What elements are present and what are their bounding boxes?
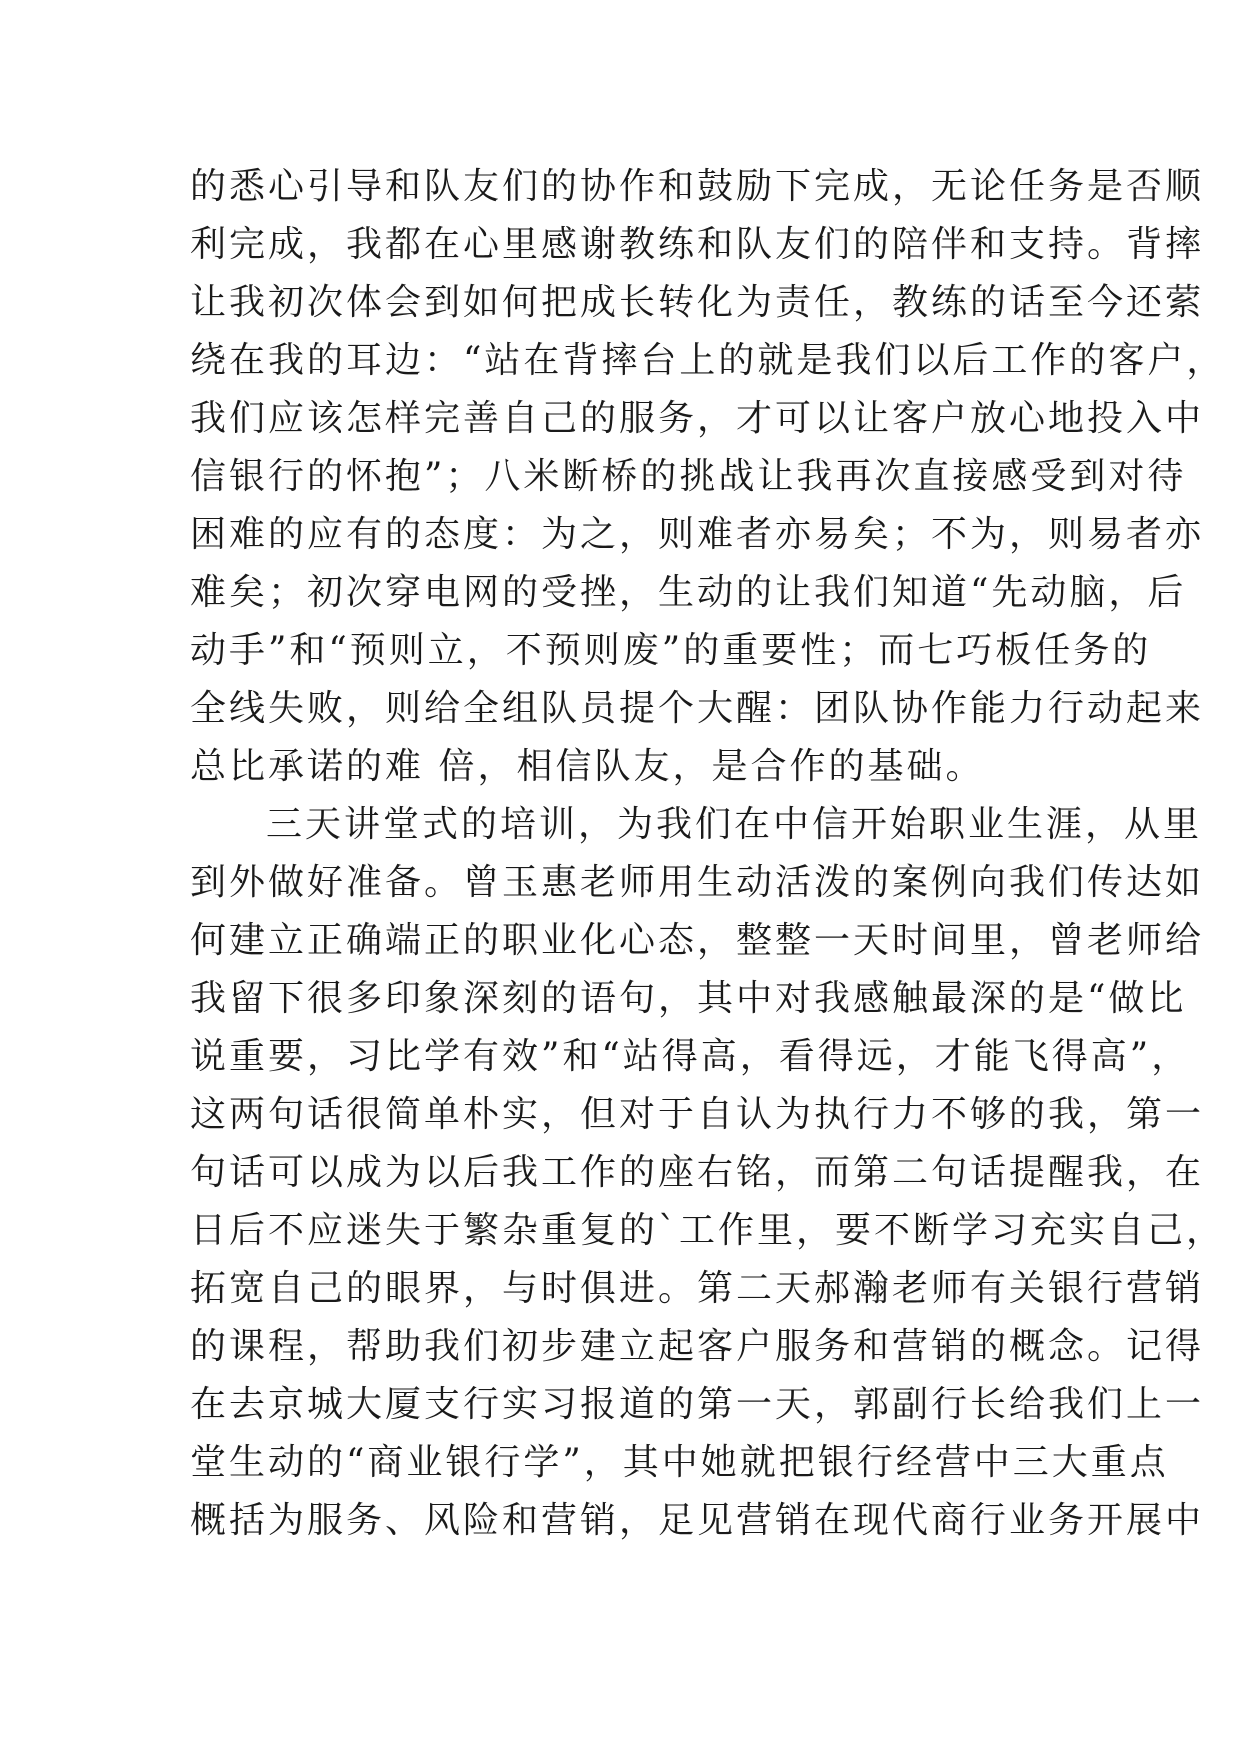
text-line: 概括为服务、风险和营销，足见营销在现代商行业务开展中	[190, 1500, 1205, 1541]
text-line: 拓宽自己的眼界，与时俱进。第二天郝瀚老师有关银行营销	[190, 1268, 1205, 1309]
text-line: 的课程，帮助我们初步建立起客户服务和营销的概念。记得	[190, 1326, 1205, 1367]
text-line: 句话可以成为以后我工作的座右铭，而第二句话提醒我，在	[190, 1152, 1205, 1193]
text-line: 我留下很多印象深刻的语句，其中对我感触最深的是“做比	[190, 978, 1187, 1019]
text-line: 这两句话很简单朴实，但对于自认为执行力不够的我，第一	[190, 1094, 1205, 1135]
paragraph-first-line: 三天讲堂式的培训，为我们在中信开始职业生涯，从里	[266, 804, 1203, 845]
text-line: 在去京城大厦支行实习报道的第一天，郭副行长给我们上一	[190, 1384, 1205, 1425]
text-line: 利完成，我都在心里感谢教练和队友们的陪伴和支持。背摔	[190, 224, 1205, 265]
text-line: 总比承诺的难 倍，相信队友，是合作的基础。	[190, 746, 985, 787]
text-line: 难矣；初次穿电网的受挫，生动的让我们知道“先动脑，后	[190, 572, 1187, 613]
text-line: 信银行的怀抱”；八米断桥的挑战让我再次直接感受到对待	[190, 456, 1187, 497]
text-line: 全线失败，则给全组队员提个大醒：团队协作能力行动起来	[190, 688, 1205, 729]
text-line: 绕在我的耳边：“站在背摔台上的就是我们以后工作的客户，	[190, 340, 1226, 381]
text-line: 到外做好准备。曾玉惠老师用生动活泼的案例向我们传达如	[190, 862, 1205, 903]
body-text	[190, 158, 1226, 1550]
text-line: 的悉心引导和队友们的协作和鼓励下完成，无论任务是否顺	[190, 166, 1205, 207]
text-line: 困难的应有的态度：为之，则难者亦易矣；不为，则易者亦	[190, 514, 1205, 555]
text-line: 让我初次体会到如何把成长转化为责任，教练的话至今还萦	[190, 282, 1205, 323]
text-line: 堂生动的“商业银行学”，其中她就把银行经营中三大重点	[190, 1442, 1169, 1483]
text-line: 动手”和“预则立，不预则废”的重要性；而七巧板任务的	[190, 630, 1152, 671]
text-line: 说重要，习比学有效”和“站得高，看得远，才能飞得高”，	[190, 1036, 1191, 1077]
text-line: 我们应该怎样完善自己的服务，才可以让客户放心地投入中	[190, 398, 1205, 439]
text-line: 何建立正确端正的职业化心态，整整一天时间里，曾老师给	[190, 920, 1205, 961]
text-line: 日后不应迷失于繁杂重复的`工作里，要不断学习充实自己，	[190, 1210, 1226, 1251]
